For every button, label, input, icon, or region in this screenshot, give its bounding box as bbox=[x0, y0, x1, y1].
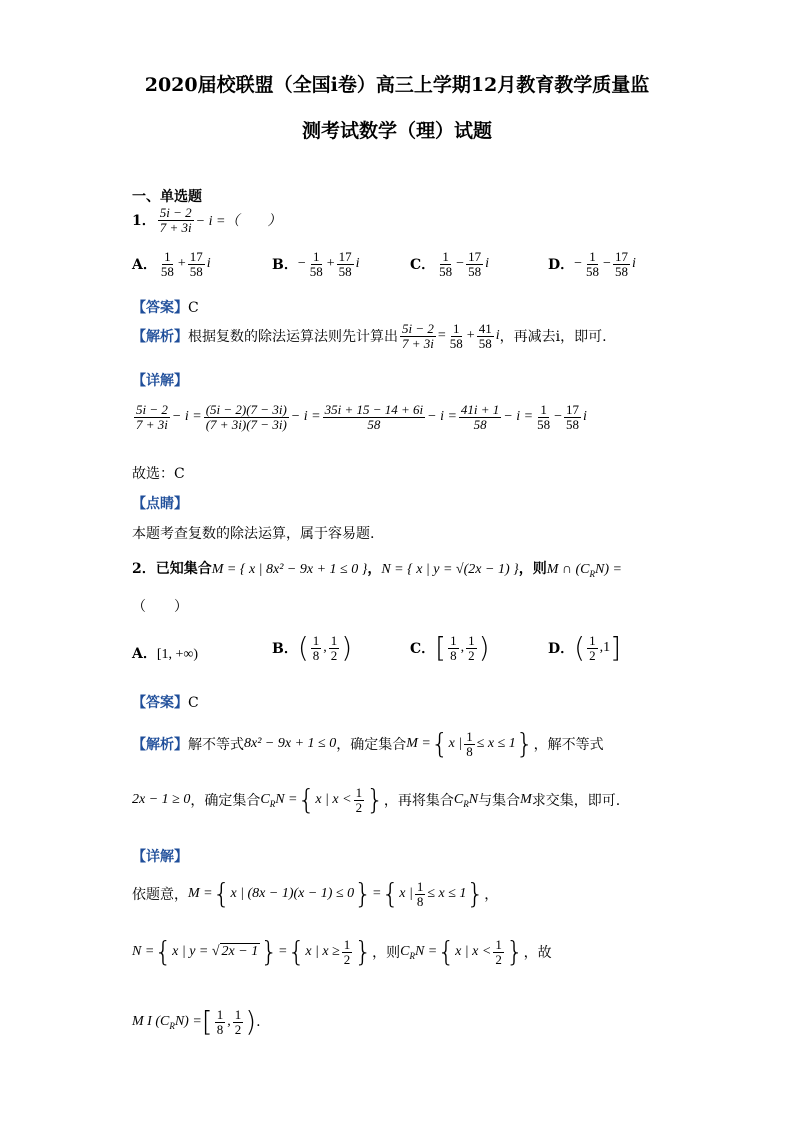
q1-choose: 故选：C bbox=[132, 466, 185, 482]
q1-detail-tag: 【详解】 bbox=[132, 373, 188, 389]
q2-detail-line-1: 依题意，M ={x | (8x − 1)(x − 1) ≤ 0}={x | $\frac{1}{8}$ ≤ x ≤ 1}， bbox=[132, 877, 499, 911]
q2-option-b: B．( $\frac{1}{8}$ , $\frac{1}{2}$ ) bbox=[272, 631, 353, 665]
q2-option-c: C．[ $\frac{1}{8}$ , $\frac{1}{2}$ ) bbox=[410, 631, 490, 665]
q2-option-d: D．( $\frac{1}{2}$ ,1] bbox=[548, 631, 622, 665]
q2-detail-tag: 【详解】 bbox=[132, 849, 188, 865]
q1-option-b: B．− $\frac{1}{58}$ + $\frac{17}{58}$ i bbox=[272, 249, 360, 279]
q1-option-c: C． $\frac{1}{58}$ − $\frac{17}{58}$ i bbox=[410, 249, 489, 279]
doc-title-line-2: 测考试数学（理）试题 bbox=[301, 120, 492, 142]
q1-analysis: 【解析】根据复数的除法运算法则先计算出 $\frac{5i - 2}{7 + 3i}$ = $\frac{1}{58}$ + $\frac{41}{58}$ i，再减去i，即可. bbox=[132, 321, 607, 351]
q1-option-d: D．− $\frac{1}{58}$ − $\frac{17}{58}$ i bbox=[548, 249, 636, 279]
q1-detail-equation: $\frac{5i - 2}{7 + 3i}$ − i = $\frac{(5i - 2)(7 - 3i)}{(7 + 3i)(7 - 3i)}$ − i = $\frac{35i + 15 - 14 + 6i}{58}$ − i = $\frac{41i + 1}{58}$ − i = $\frac{1}{58}$ − $\frac{17}{58}$ i bbox=[136, 402, 587, 432]
q1-answer: 【答案】C bbox=[132, 300, 199, 316]
q2-analysis-line-1: 【解析】解不等式8x² − 9x + 1 ≤ 0，确定集合M ={x | $\frac{1}{8}$ ≤ x ≤ 1}，解不等式 bbox=[132, 727, 604, 761]
q2-analysis-line-2: 2x − 1 ≥ 0，确定集合$C_RN =\{x$ | x < $\frac{1}{2}$ }，再将集合$C_RN$与集合M求交集，即可. bbox=[132, 783, 621, 817]
q2-option-a: A．[1, +∞) bbox=[132, 646, 199, 662]
section-heading: 一、单选题 bbox=[132, 189, 202, 205]
q1-option-a: A． $\frac{1}{58}$ + $\frac{17}{58}$ i bbox=[132, 249, 211, 279]
q2-paren: （ ） bbox=[132, 599, 188, 615]
q2-detail-line-3: M I $(C_RN)$ =[ $\frac{1}{8}$ , $\frac{1}{2}$ ). bbox=[132, 1005, 261, 1039]
doc-title-line-1: 2020届校联盟（全国i卷）高三上学期12月教育教学质量监 bbox=[144, 74, 650, 96]
question-1-stem: 1． $\frac{5i - 2}{7 + 3i}$ − i =（ ） bbox=[132, 205, 282, 235]
q2-detail-line-2: N ={x | y = √ 2x − 1}={x | x ≥ $\frac{1}{2}$ }，则$C_RN =\{x$ | x < $\frac{1}{2}$ }，故 bbox=[132, 935, 552, 969]
q2-answer: 【答案】C bbox=[132, 695, 199, 711]
q1-comment-tag: 【点睛】 bbox=[132, 496, 188, 512]
q1-comment: 本题考查复数的除法运算，属于容易题. bbox=[132, 526, 375, 542]
question-2-stem: 2．已知集合M = { x | 8x² − 9x + 1 ≤ 0 }，N = { x | y = √(2x − 1) }，则M ∩ $(C_RN)$ = bbox=[132, 561, 622, 579]
